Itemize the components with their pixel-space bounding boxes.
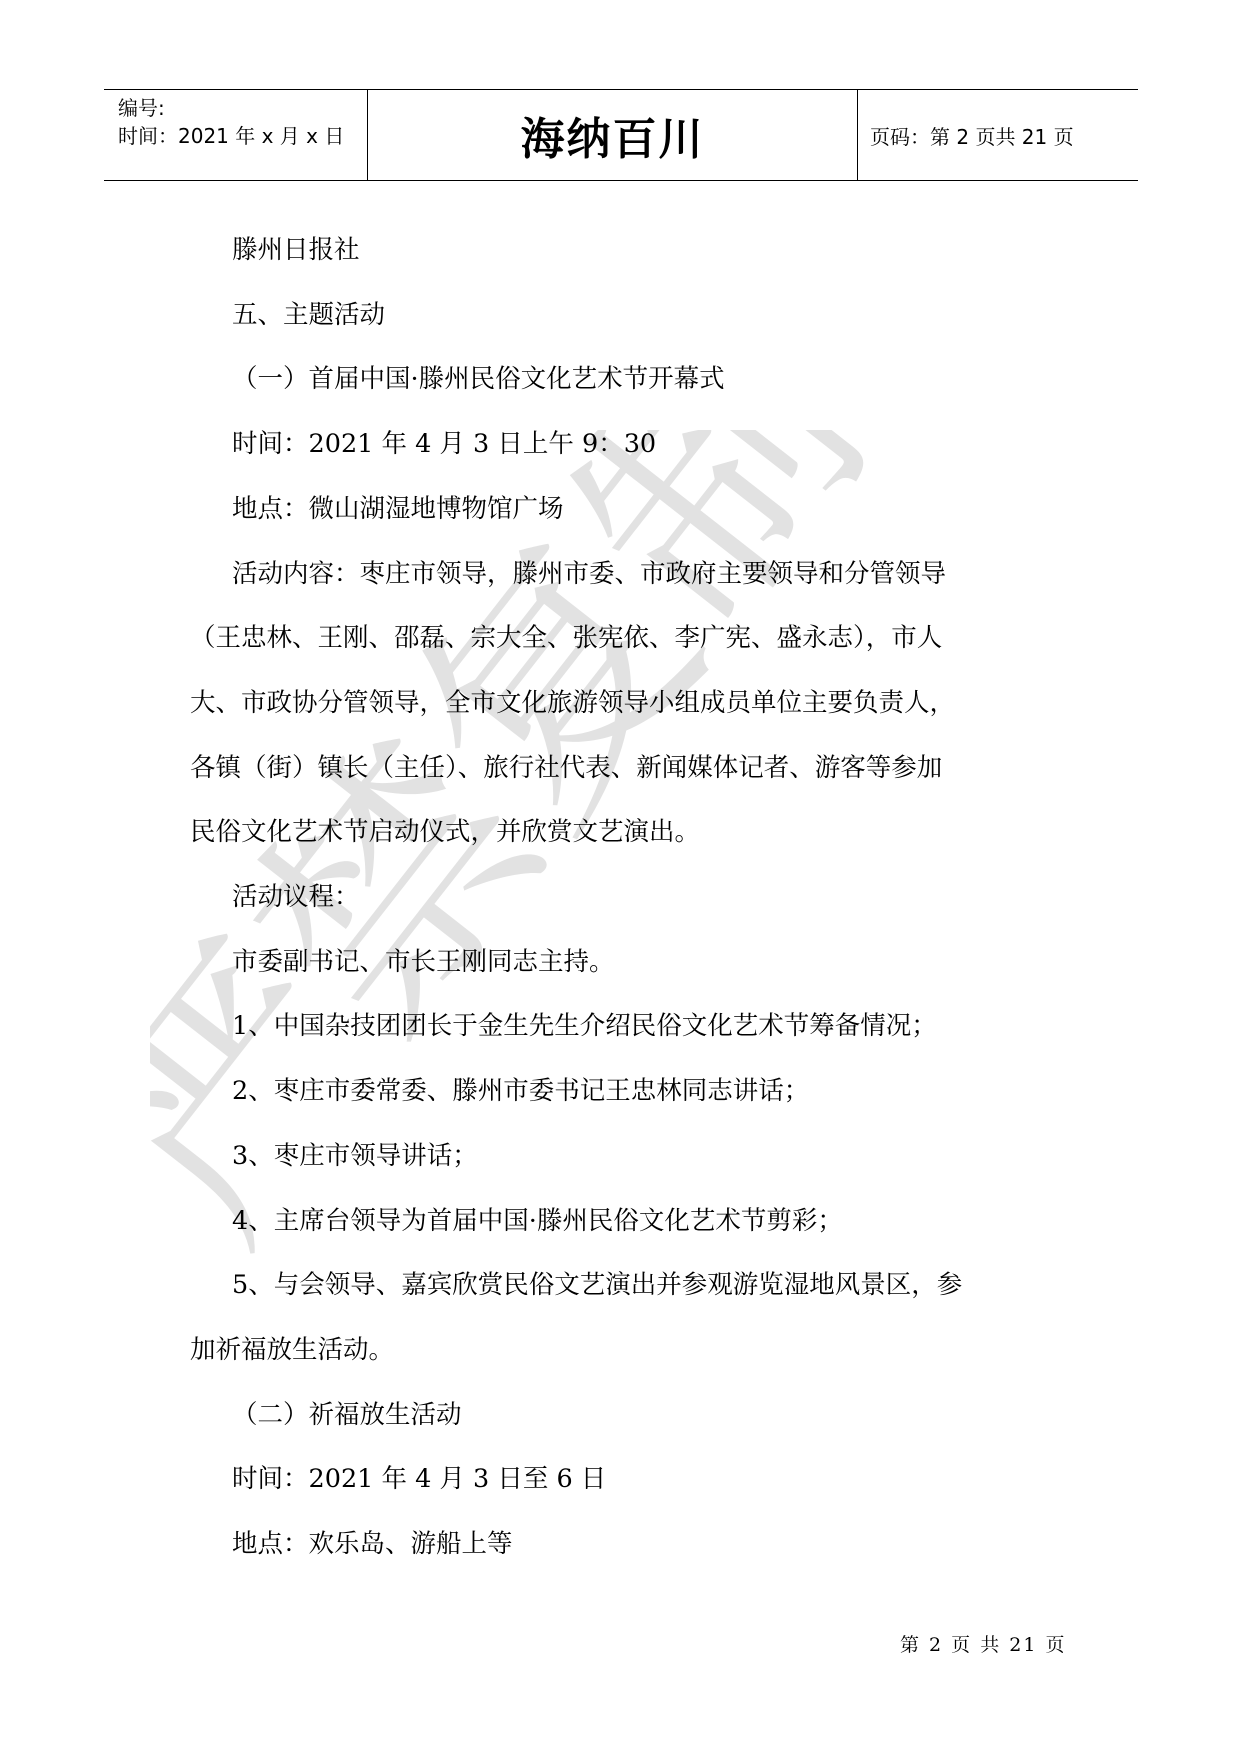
paragraph: 大、市政协分管领导，全市文化旅游领导小组成员单位主要负责人， xyxy=(190,687,956,718)
paragraph: 地点：微山湖湿地博物馆广场 xyxy=(232,493,564,524)
paragraph: 2、枣庄市委常委、滕州市委书记王忠林同志讲话； xyxy=(232,1076,810,1107)
paragraph: 各镇（街）镇长（主任）、旅行社代表、新闻媒体记者、游客等参加 xyxy=(190,752,943,783)
paragraph: 活动内容：枣庄市领导，滕州市委、市政府主要领导和分管领导 xyxy=(232,558,947,589)
paragraph: 3、枣庄市领导讲话； xyxy=(232,1140,478,1171)
paragraph: 滕州日报社 xyxy=(232,235,360,265)
header-meta xyxy=(104,90,368,180)
header-page-code: 页码：第 2 页共 21 页 xyxy=(870,124,1074,149)
paragraph: 地点：欢乐岛、游船上等 xyxy=(232,1529,513,1560)
page-footer: 第 2 页 共 21 页 xyxy=(900,1634,1067,1656)
paragraph: （二）祈福放生活动 xyxy=(232,1399,462,1430)
paragraph: 五、主题活动 xyxy=(232,299,386,330)
paragraph: 活动议程： xyxy=(232,882,360,913)
header-title: 海纳百川 xyxy=(368,90,858,180)
paragraph: 1、中国杂技团团长于金生先生介绍民俗文化艺术节筹备情况； xyxy=(232,1011,937,1042)
paragraph: （一）首届中国·滕州民俗文化艺术节开幕式 xyxy=(232,364,725,395)
paragraph: （王忠林、王刚、邵磊、宗大全、张宪依、李广宪、盛永志），市人 xyxy=(190,623,943,654)
paragraph: 民俗文化艺术节启动仪式，并欣赏文艺演出。 xyxy=(190,817,701,848)
time-line: 时间：2021 年 x 月 x 日 xyxy=(118,124,345,148)
paragraph: 时间：2021 年 4 月 3 日至 6 日 xyxy=(232,1464,607,1495)
page-header xyxy=(104,89,1138,181)
serial-label: 编号: xyxy=(118,96,165,120)
paragraph: 市委副书记、市长王刚同志主持。 xyxy=(232,946,615,977)
document-body xyxy=(190,218,1070,1577)
paragraph: 5、与会领导、嘉宾欣赏民俗文艺演出并参观游览湿地风景区，参 xyxy=(232,1270,963,1301)
paragraph: 4、主席台领导为首届中国·滕州民俗文化艺术节剪彩； xyxy=(232,1205,843,1236)
paragraph: 时间：2021 年 4 月 3 日上午 9：30 xyxy=(232,429,657,460)
watermark-text: 严禁复制 xyxy=(150,430,920,1289)
paragraph: 加祈福放生活动。 xyxy=(190,1334,395,1365)
